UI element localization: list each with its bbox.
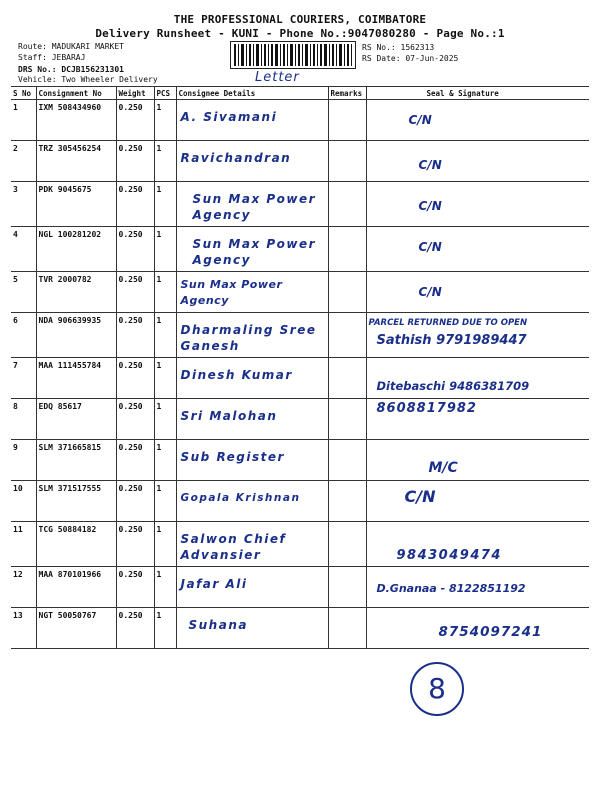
seal-handwriting: 8754097241 [438, 624, 543, 640]
cell-remarks [328, 608, 366, 649]
cell-seal [366, 272, 589, 313]
circled-count: 8 [410, 662, 464, 716]
cell-remarks [328, 399, 366, 440]
cell-consignee [176, 440, 328, 481]
table-row [11, 100, 589, 141]
cell-weight: 0.250 [116, 567, 154, 608]
cell-seal [366, 440, 589, 481]
cell-sno: 1 [11, 100, 36, 141]
col-header-pcs: PCS [154, 87, 176, 100]
table-row [11, 182, 589, 227]
cell-seal [366, 227, 589, 272]
table-header-row [11, 87, 589, 100]
cell-remarks [328, 313, 366, 358]
cell-weight: 0.250 [116, 313, 154, 358]
table-row [11, 567, 589, 608]
cell-consignment: MAA 870101966 [36, 567, 116, 608]
seal-handwriting: C/N [408, 113, 432, 127]
table-row [11, 313, 589, 358]
cell-pcs: 1 [154, 608, 176, 649]
cell-remarks [328, 141, 366, 182]
cell-weight: 0.250 [116, 440, 154, 481]
cell-pcs: 1 [154, 313, 176, 358]
cell-pcs: 1 [154, 522, 176, 567]
seal-handwriting: C/N [404, 487, 436, 506]
seal-handwriting: 9843049474 [396, 548, 502, 563]
cell-seal [366, 399, 589, 440]
cell-weight: 0.250 [116, 481, 154, 522]
cell-seal [366, 141, 589, 182]
handwritten-letter-note: Letter [255, 70, 300, 85]
drs-number: DRS No.: DCJB156231301 [18, 65, 124, 74]
table-row [11, 440, 589, 481]
cell-consignment: MAA 111455784 [36, 358, 116, 399]
cell-pcs: 1 [154, 141, 176, 182]
table-row [11, 399, 589, 440]
cell-consignee [176, 182, 328, 227]
recipient-signature: Sathish 9791989447 [376, 333, 527, 348]
cell-pcs: 1 [154, 182, 176, 227]
cell-pcs: 1 [154, 440, 176, 481]
staff-label: Staff: JEBARAJ [18, 53, 86, 62]
consignee-handwriting: Jafar Ali [180, 577, 248, 591]
cell-consignee [176, 481, 328, 522]
cell-consignee [176, 608, 328, 649]
cell-remarks [328, 440, 366, 481]
cell-consignee [176, 100, 328, 141]
cell-seal [366, 100, 589, 141]
col-header-sno: S No [11, 87, 36, 100]
cell-weight: 0.250 [116, 100, 154, 141]
cell-seal [366, 313, 589, 358]
table-row [11, 522, 589, 567]
cell-consignee [176, 313, 328, 358]
seal-handwriting: PARCEL RETURNED DUE TO OPEN [368, 318, 528, 328]
cell-sno: 2 [11, 141, 36, 182]
table-row [11, 272, 589, 313]
cell-consignee [176, 399, 328, 440]
barcode-graphic [231, 42, 355, 68]
col-header-seal: Seal & Signature [366, 87, 589, 100]
col-header-weight: Weight [116, 87, 154, 100]
table-row [11, 481, 589, 522]
cell-sno: 8 [11, 399, 36, 440]
consignee-handwriting: Sri Malohan [180, 409, 278, 423]
cell-pcs: 1 [154, 481, 176, 522]
consignee-handwriting: Dharmaling Sree Ganesh [180, 323, 317, 353]
barcode [230, 41, 356, 69]
cell-sno: 7 [11, 358, 36, 399]
cell-sno: 3 [11, 182, 36, 227]
cell-sno: 10 [11, 481, 36, 522]
cell-remarks [328, 100, 366, 141]
cell-weight: 0.250 [116, 358, 154, 399]
cell-sno: 9 [11, 440, 36, 481]
cell-consignment: NDA 906639935 [36, 313, 116, 358]
cell-seal [366, 522, 589, 567]
rs-date: RS Date: 07-Jun-2025 [362, 54, 459, 63]
col-header-remarks: Remarks [328, 87, 366, 100]
seal-handwriting: C/N [418, 158, 442, 172]
runsheet-table [11, 86, 589, 649]
runsheet-subtitle: Delivery Runsheet - KUNI - Phone No.:9047080280 - Page No.:1 [95, 27, 505, 40]
cell-pcs: 1 [154, 100, 176, 141]
cell-weight: 0.250 [116, 522, 154, 567]
cell-weight: 0.250 [116, 399, 154, 440]
cell-seal [366, 358, 589, 399]
cell-pcs: 1 [154, 272, 176, 313]
cell-consignee [176, 567, 328, 608]
cell-sno: 4 [11, 227, 36, 272]
cell-sno: 11 [11, 522, 36, 567]
seal-handwriting: C/N [418, 240, 442, 254]
cell-consignment: NGT 50050767 [36, 608, 116, 649]
consignee-handwriting: Suhana [188, 618, 248, 632]
cell-consignment: TCG 50884182 [36, 522, 116, 567]
consignee-handwriting: Dinesh Kumar [180, 368, 293, 382]
col-header-consignment: Consignment No [36, 87, 116, 100]
table-row [11, 358, 589, 399]
cell-remarks [328, 481, 366, 522]
cell-consignment: PDK 9045675 [36, 182, 116, 227]
consignee-handwriting: Sub Register [180, 450, 285, 464]
cell-consignee [176, 227, 328, 272]
cell-remarks [328, 567, 366, 608]
cell-consignee [176, 272, 328, 313]
seal-handwriting: D.Gnanaa - 8122851192 [376, 582, 526, 595]
cell-weight: 0.250 [116, 272, 154, 313]
cell-seal [366, 567, 589, 608]
cell-weight: 0.250 [116, 227, 154, 272]
cell-pcs: 1 [154, 227, 176, 272]
cell-pcs: 1 [154, 399, 176, 440]
cell-remarks [328, 358, 366, 399]
cell-seal [366, 182, 589, 227]
page-title: THE PROFESSIONAL COURIERS, COIMBATORE [173, 13, 427, 26]
seal-handwriting: M/C [428, 460, 458, 476]
cell-consignment: TRZ 305456254 [36, 141, 116, 182]
consignee-handwriting: Gopala Krishnan [180, 492, 301, 504]
cell-remarks [328, 227, 366, 272]
seal-handwriting: 8608817982 [376, 401, 477, 416]
seal-handwriting: C/N [418, 199, 442, 213]
cell-sno: 5 [11, 272, 36, 313]
cell-consignment: EDQ 85617 [36, 399, 116, 440]
cell-seal [366, 608, 589, 649]
vehicle-label: Vehicle: Two Wheeler Delivery [18, 75, 158, 84]
cell-pcs: 1 [154, 567, 176, 608]
consignee-handwriting: Ravichandran [180, 151, 292, 165]
cell-consignee [176, 358, 328, 399]
rs-number: RS No.: 1562313 [362, 43, 435, 52]
cell-consignment: TVR 2000782 [36, 272, 116, 313]
cell-remarks [328, 182, 366, 227]
recipient-signature: Ditebaschi 9486381709 [376, 379, 530, 393]
consignee-handwriting: Sun Max Power Agency [192, 237, 317, 267]
cell-seal [366, 481, 589, 522]
route-label: Route: MADUKARI MARKET [18, 42, 124, 51]
cell-pcs: 1 [154, 358, 176, 399]
table-row [11, 141, 589, 182]
cell-consignment: NGL 100281202 [36, 227, 116, 272]
consignee-handwriting: Salwon Chief Advansier [180, 532, 287, 562]
cell-consignment: SLM 371517555 [36, 481, 116, 522]
col-header-consignee: Consignee Details [176, 87, 328, 100]
consignee-handwriting: Sun Max Power Agency [192, 192, 317, 222]
cell-sno: 12 [11, 567, 36, 608]
cell-consignee [176, 522, 328, 567]
cell-weight: 0.250 [116, 182, 154, 227]
cell-consignment: SLM 371665815 [36, 440, 116, 481]
cell-remarks [328, 272, 366, 313]
table-row [11, 608, 589, 649]
cell-consignment: IXM 508434960 [36, 100, 116, 141]
cell-remarks [328, 522, 366, 567]
cell-weight: 0.250 [116, 141, 154, 182]
cell-weight: 0.250 [116, 608, 154, 649]
cell-sno: 6 [11, 313, 36, 358]
seal-handwriting: C/N [418, 285, 442, 299]
consignee-handwriting: Sun Max Power Agency [180, 278, 283, 307]
cell-consignee [176, 141, 328, 182]
consignee-handwriting: A. Sivamani [180, 110, 278, 124]
table-row [11, 227, 589, 272]
cell-sno: 13 [11, 608, 36, 649]
